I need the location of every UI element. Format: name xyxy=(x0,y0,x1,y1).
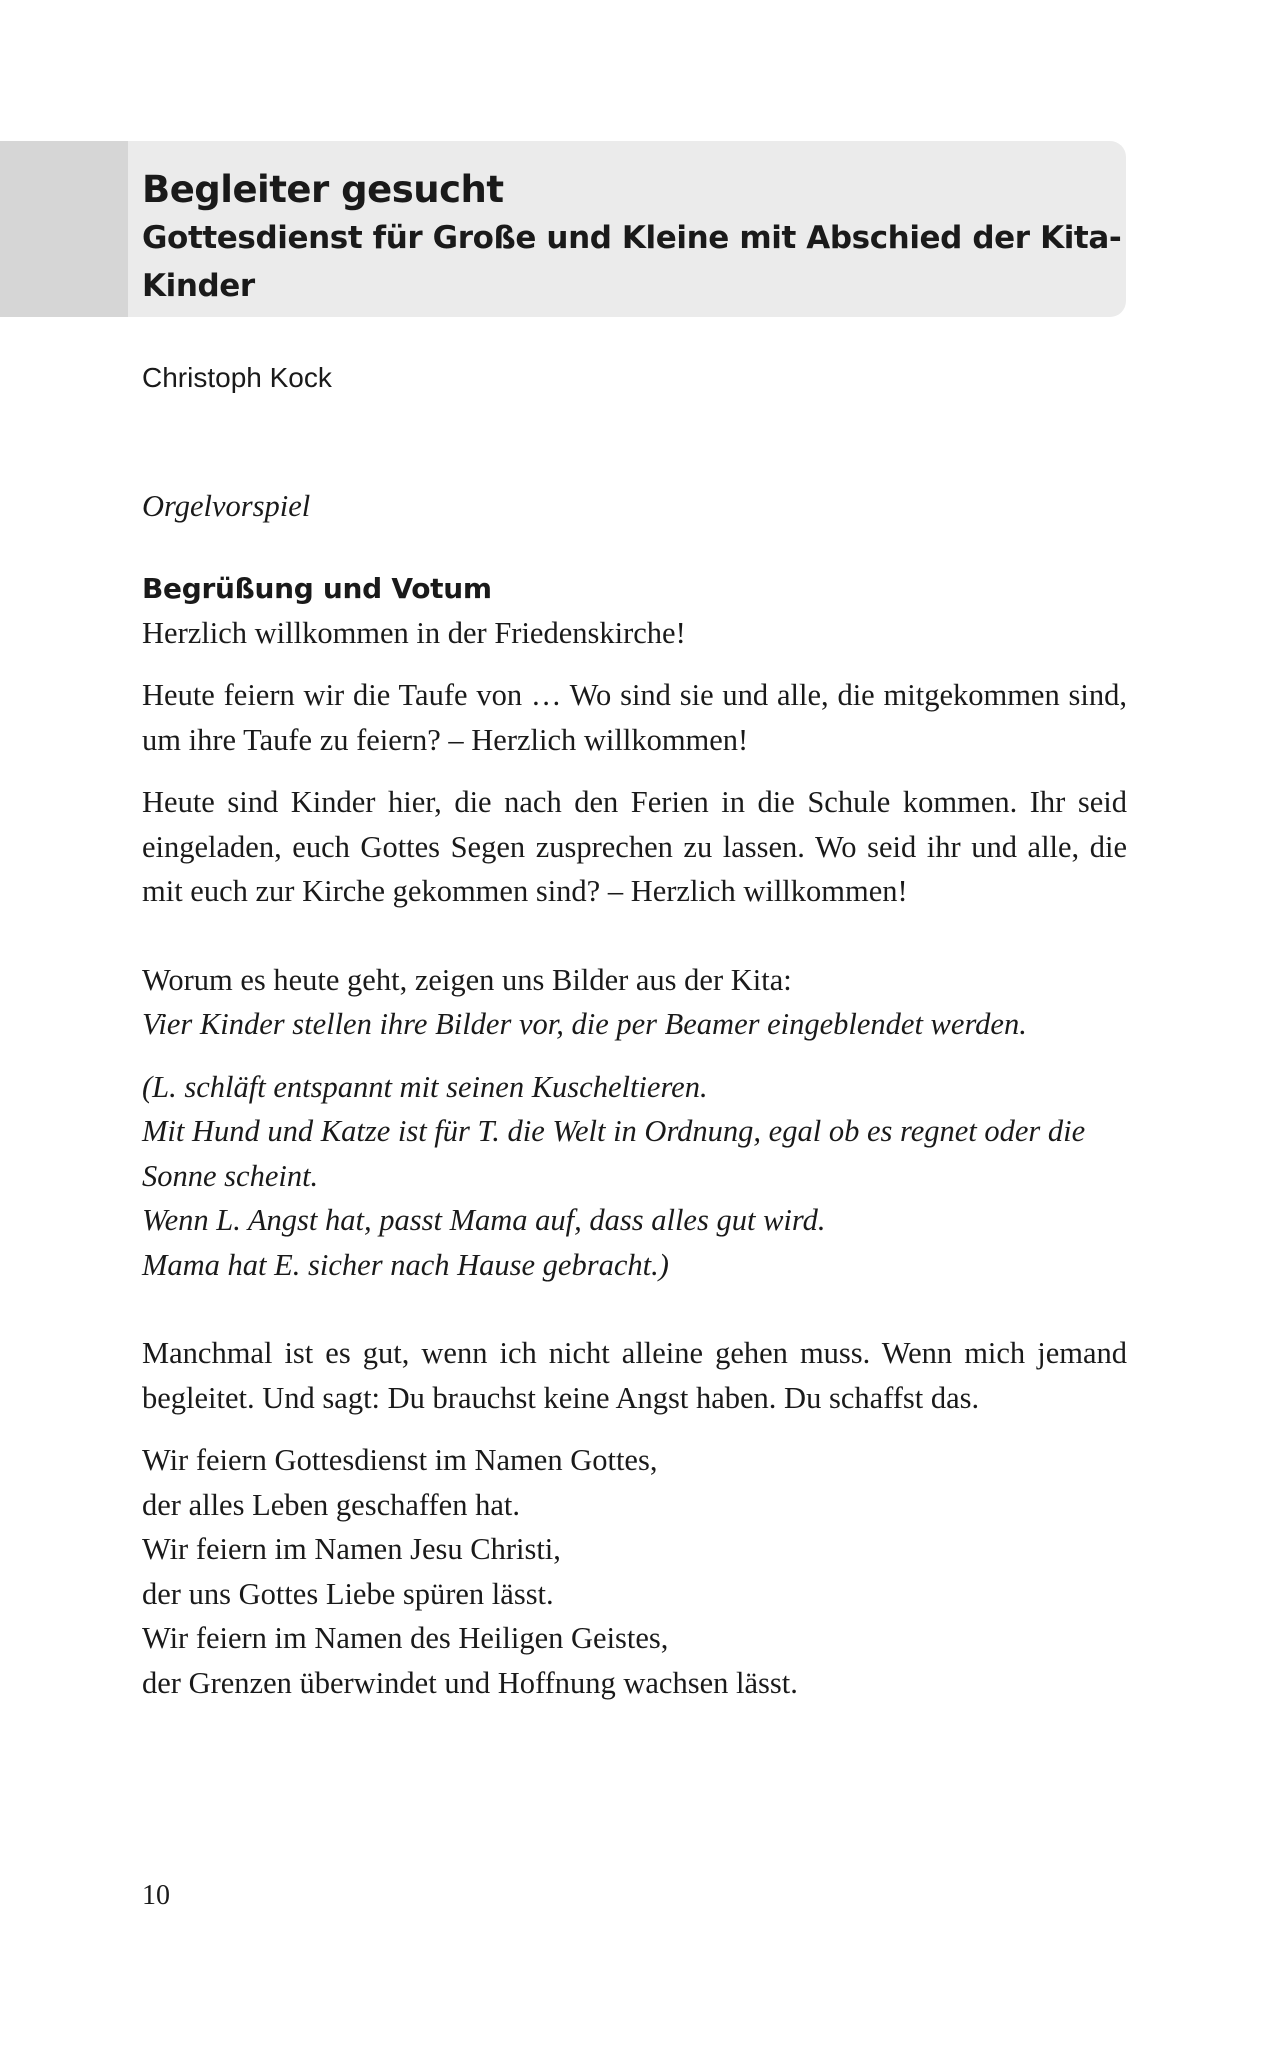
votum-line: Wir feiern Gottesdienst im Namen Gottes, xyxy=(142,1443,658,1477)
votum-line: der uns Gottes Liebe spüren lässt. xyxy=(142,1576,554,1611)
pictures-intro: Worum es heute geht, zeigen uns Bilder aus der Kita: xyxy=(142,962,792,997)
prelude-note: Orgelvorspiel xyxy=(142,489,311,523)
baptism-paragraph: Heute feiern wir die Taufe von … Wo sind sie und alle, die mitgekommen sind, um ihre Taufe zu feiern? – Herzlich willkommen! xyxy=(142,678,1127,757)
votum-line: Wir feiern im Namen des Heiligen Geistes, xyxy=(142,1621,669,1655)
accompaniment-paragraph: Manchmal ist es gut, wenn ich nicht alleine gehen muss. Wenn mich jemand begleitet. Und sagt: Du brauchst keine Angst haben. Du schaffst das. xyxy=(142,1336,1127,1415)
school-children-paragraph: Heute sind Kinder hier, die nach den Ferien in die Schule kommen. Ihr seid eingeladen, euch Gottes Segen zusprechen zu lassen. Wo seid ihr und alle, die mit euch zur Kirche gekommen sind? – Herzlich willkommen! xyxy=(142,785,1127,908)
picture-line: Mama hat E. sicher nach Hause gebracht.) xyxy=(142,1247,669,1282)
votum-line: Wir feiern im Namen Jesu Christi, xyxy=(142,1532,561,1566)
chapter-header xyxy=(142,166,1122,310)
pictures-instruction: Vier Kinder stellen ihre Bilder vor, die per Beamer eingeblendet werden. xyxy=(142,1007,1027,1041)
picture-line: Wenn L. Angst hat, passt Mama auf, dass alles gut wird. xyxy=(142,1203,826,1237)
header-accent-bar xyxy=(0,141,128,317)
main-text xyxy=(142,484,1127,1705)
pictures-descriptions xyxy=(142,1065,1127,1288)
section-heading: Begrüßung und Votum xyxy=(142,571,492,605)
votum xyxy=(142,1438,1127,1705)
picture-line: Mit Hund und Katze ist für T. die Welt in Ordnung, egal ob es regnet oder die Sonne scheint. xyxy=(142,1114,1086,1193)
votum-line: der alles Leben geschaffen hat. xyxy=(142,1487,520,1522)
chapter-title: Begleiter gesucht xyxy=(142,168,504,211)
author-name: Christoph Kock xyxy=(142,362,332,393)
picture-line: (L. schläft entspannt mit seinen Kuscheltieren. xyxy=(142,1069,708,1104)
chapter-subtitle: Gottesdienst für Große und Kleine mit Abschied der Kita-Kinder xyxy=(142,220,1122,304)
welcome-paragraph: Herzlich willkommen in der Friedenskirche! xyxy=(142,615,686,650)
votum-line: der Grenzen überwindet und Hoffnung wachsen lässt. xyxy=(142,1665,798,1700)
page-number: 10 xyxy=(142,1880,170,1911)
